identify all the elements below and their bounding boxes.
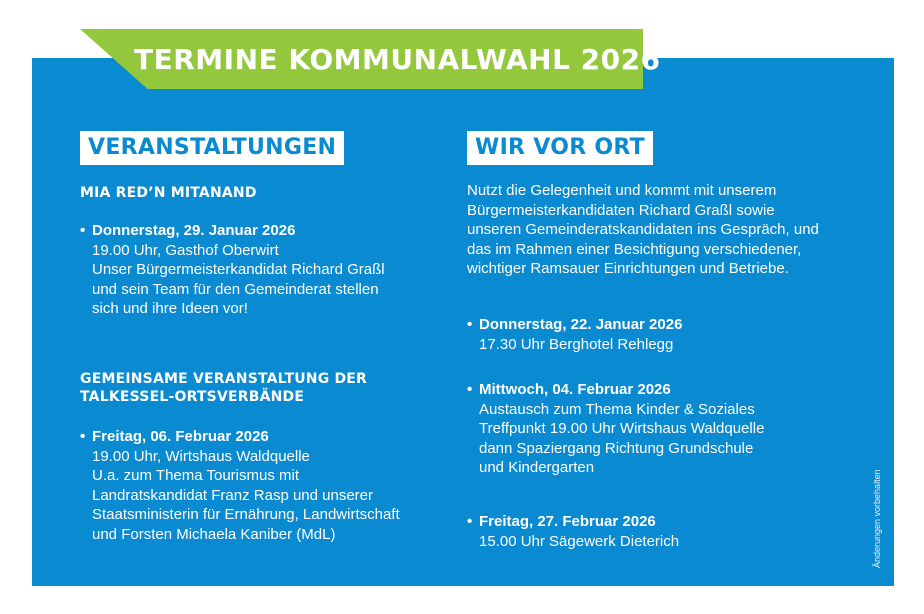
intro-line: unseren Gemeinderatskandidaten ins Gespräch, und bbox=[467, 221, 819, 238]
event-detail: 19.00 Uhr, Gasthof Oberwirt bbox=[92, 241, 279, 259]
event-detail: und Forsten Michaela Kaniber (MdL) bbox=[92, 525, 336, 543]
event-item bbox=[80, 427, 450, 544]
event-item bbox=[80, 221, 450, 319]
veranstaltungen-group-1 bbox=[80, 184, 450, 202]
event-detail: und Kindergarten bbox=[479, 459, 595, 476]
event-detail: 19.00 Uhr, Wirtshaus Waldquelle bbox=[92, 447, 310, 465]
event-detail: 17.30 Uhr Berghotel Rehlegg bbox=[479, 335, 674, 353]
subheading-mia-redn-mitanand: MIA RED’N MITANAND bbox=[80, 185, 257, 201]
intro-line: das im Rahmen einer Besichtigung verschiedener, bbox=[467, 240, 802, 258]
event-date: Mittwoch, 04. Februar 2026 bbox=[479, 381, 671, 398]
event-detail: U.a. zum Thema Tourismus mit bbox=[92, 467, 300, 484]
event-detail: sich und ihre Ideen vor! bbox=[92, 300, 248, 317]
event-date: Donnerstag, 29. Januar 2026 bbox=[92, 222, 296, 239]
intro-line: Nutzt die Gelegenheit und kommt mit unserem bbox=[467, 182, 777, 199]
side-note: Änderungen vorbehalten bbox=[872, 469, 882, 568]
intro-line: Bürgermeisterkandidaten Richard Graßl sowie bbox=[467, 201, 775, 219]
event-detail: dann Spaziergang Richtung Grundschule bbox=[479, 439, 754, 457]
event-date: Donnerstag, 22. Januar 2026 bbox=[479, 316, 683, 333]
event-detail: Treffpunkt 19.00 Uhr Wirtshaus Waldquelle bbox=[479, 420, 765, 437]
wir-vor-ort-intro bbox=[467, 181, 867, 279]
event-date: Freitag, 27. Februar 2026 bbox=[479, 513, 656, 530]
event-date: Freitag, 06. Februar 2026 bbox=[92, 428, 269, 445]
event-item bbox=[467, 512, 867, 551]
bullet-icon: • bbox=[80, 428, 86, 445]
event-detail: Austausch zum Thema Kinder & Soziales bbox=[479, 400, 755, 418]
bullet-icon: • bbox=[80, 222, 86, 239]
event-detail: und sein Team für den Gemeinderat stellen bbox=[92, 280, 379, 298]
bullet-icon: • bbox=[467, 513, 473, 530]
veranstaltungen-group-2 bbox=[80, 370, 450, 406]
heading-veranstaltungen: VERANSTALTUNGEN bbox=[80, 131, 344, 165]
event-detail: Staatsministerin für Ernährung, Landwirtschaft bbox=[92, 506, 400, 523]
event-detail: Landratskandidat Franz Rasp und unserer bbox=[92, 486, 374, 504]
bullet-icon: • bbox=[467, 381, 473, 398]
event-detail: 15.00 Uhr Sägewerk Dieterich bbox=[479, 532, 680, 550]
event-detail: Unser Bürgermeisterkandidat Richard Graßl bbox=[92, 261, 385, 278]
event-item bbox=[467, 380, 867, 478]
heading-wir-vor-ort: WIR VOR ORT bbox=[467, 131, 653, 165]
event-item bbox=[467, 315, 867, 354]
bullet-icon: • bbox=[467, 316, 473, 333]
subheading-gemeinsame-veranstaltung: GEMEINSAME VERANSTALTUNG DER TALKESSEL-ORTSVERBÄNDE bbox=[80, 371, 368, 405]
page-title: TERMINE KOMMUNALWAHL 2026 bbox=[134, 43, 661, 76]
intro-line: wichtiger Ramsauer Einrichtungen und Betriebe. bbox=[467, 260, 789, 277]
